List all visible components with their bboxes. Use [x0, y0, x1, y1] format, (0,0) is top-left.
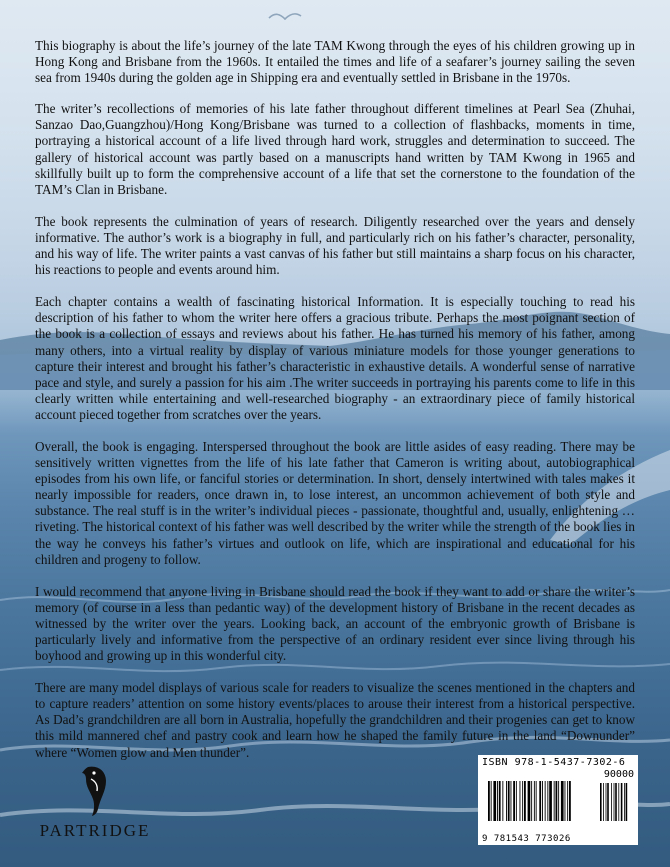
isbn-barcode — [478, 755, 638, 845]
isbn-label: ISBN 978-1-5437-7302-6 — [482, 757, 626, 768]
paragraph: Each chapter contains a wealth of fascinating historical Information. It is especially touching to read his description of his father to whom the writer here offers a gracious tribute. Perhaps the most poignant section of the book is a collection of essays and reviews about his father. He has turned his memory of his father, among many others, into a virtual reality by display of various miniature models for those younger generations to capture their interest and brought his father’s characteristic in exhaustive details. A wonderful sense of narrative pace and style, and surely a passion for his aim .The writer succeeds in portraying his parents come to life in this clearly written while entertaining and well-researched biography - an extraordinary piece of family historical account pieced together from scratches over the years. — [35, 294, 635, 422]
paragraph: There are many model displays of various scale for readers to visualize the scenes mentioned in the chapters and to capture readers’ attention on some history events/places to arouse their interest from a historical perspective. As Dad’s grandchildren are all born in Australia, hopefully the grandchildren and their progenies can get to know this mild mannered chef and pastry cook and learn how he shaped the family future in the land “Downunder” where “Women glow and Men thunder”. — [35, 680, 635, 760]
barcode-digits: 9 781543 773026 — [482, 834, 571, 844]
publisher-logo — [30, 765, 160, 845]
paragraph: Overall, the book is engaging. Interspersed throughout the book are little asides of easy reading. There may be sensitively written vignettes from the life of his late father that Cameron is writing about, autobiographical episodes from his own life, or fanciful stories or determination. In short, densely intertwined with tales makes it nearly impossible for readers, once drawn in, to lose interest, an uncommon achievement of both style and substance. The real stuff is in the writer’s individual pieces - passionate, thoughtful and, usually, enlightening …riveting. The historical context of his father was well described by the writer while the strength of the book lies in the way he conveys his father’s virtues and outlook on life, which are inspirational and educational for his children and progeny to follow. — [35, 438, 635, 567]
seagull-icon — [268, 10, 302, 24]
barcode-bars — [482, 769, 634, 829]
paragraph: The writer’s recollections of memories of his late father throughout different timelines at Pearl Sea (Zhuhai, Sanzao Dao,Guangzhou)/Hong Kong/Brisbane was turned to a collection of flashbacks, moments in time, portraying a historical account of a life lived through hard work, struggles and determination to succeed. The gallery of historical account was partly based on a manuscripts hand written by TAM Kwong in 1965 and skillfully built up to form the comprehensive account of a life that set the cornerstone to the foundation of the TAM’s Clan in Brisbane. — [35, 101, 635, 197]
price-code: 90000 — [603, 769, 634, 780]
book-description — [35, 38, 635, 777]
publisher-name: PARTRIDGE — [39, 821, 151, 840]
paragraph: The book represents the culmination of years of research. Diligently researched over the years and densely informative. The author’s work is a biography in full, and particularly rich on his father’s character, personality, and his way of life. The writer paints a vast canvas of his father but still maintains a sharp focus on his character, his reactions to people and events around him. — [35, 213, 635, 278]
paragraph: I would recommend that anyone living in Brisbane should read the book if they want to add or share the writer’s memory (of course in a less than pedantic way) of the development history of Brisbane in the recent decades as witnessed by the writer over the years. Looking back, an account of the embryonic growth of Brisbane is particularly lively and informative from the perspective of an ordinary resident ever since living through his boyhood and growing up in this wonderful city. — [35, 583, 635, 664]
partridge-bird-icon — [80, 765, 110, 817]
paragraph: This biography is about the life’s journey of the late TAM Kwong through the eyes of his children growing up in Hong Kong and Brisbane from the 1960s. It entailed the times and life of a seafarer’s journey sailing the seven sea from 1940s during the golden age in Shipping era and eventually settled in Brisbane in the 1970s. — [35, 38, 635, 86]
